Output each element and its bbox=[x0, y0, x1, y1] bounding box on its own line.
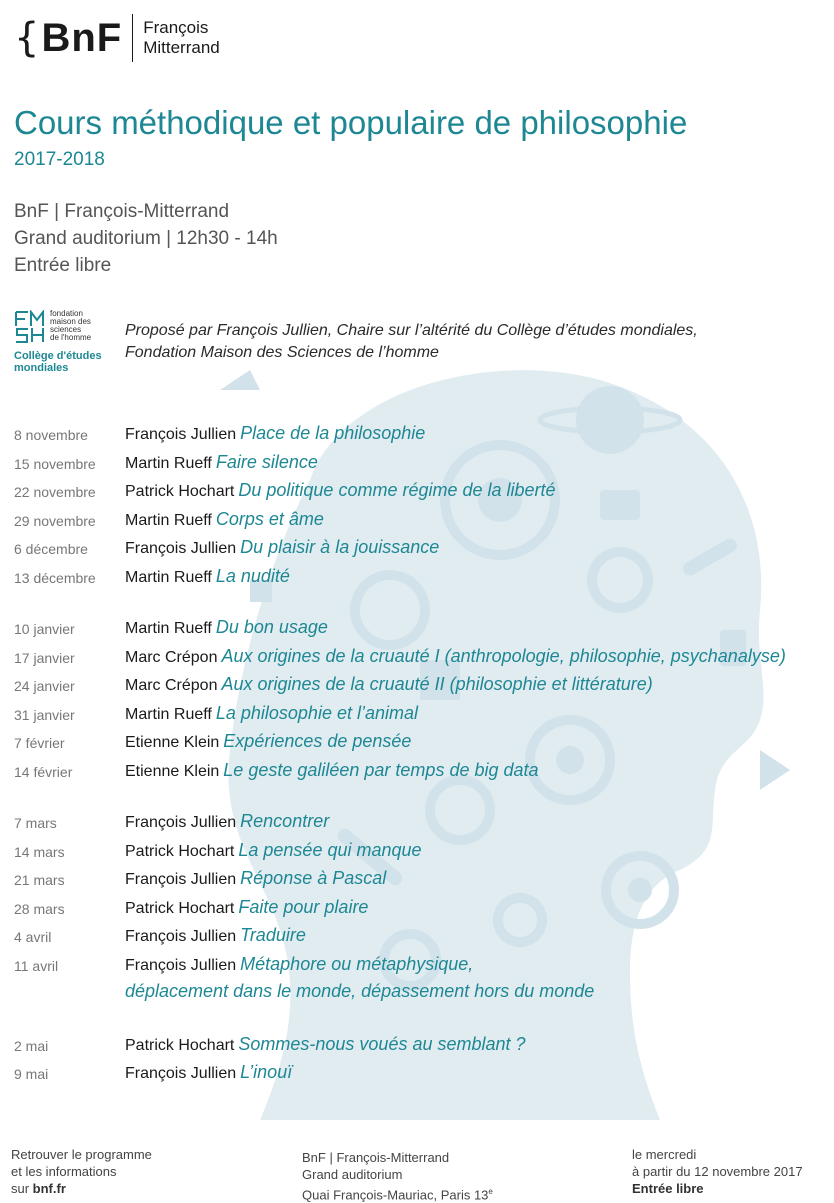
lecture-topic: La pensée qui manque bbox=[238, 839, 422, 860]
footer-address-line3 bbox=[302, 1183, 493, 1203]
lecture-topic: Rencontrer bbox=[240, 811, 330, 831]
fmsh-mark-icon bbox=[14, 310, 46, 344]
lecture-date: 31 janvier bbox=[14, 706, 75, 723]
lecture-date: 9 mai bbox=[14, 1066, 49, 1082]
lecture-topic: Aux origines de la cruauté I (anthropologie, philosophie, psychanalyse) bbox=[221, 645, 786, 666]
schedule-row bbox=[14, 534, 824, 563]
lecture-date: 7 février bbox=[14, 735, 65, 751]
footer-address-street: Quai François-Mauriac, Paris 13 bbox=[302, 1187, 489, 1203]
footer-schedule bbox=[632, 1146, 803, 1197]
lecture-date: 8 novembre bbox=[14, 427, 88, 443]
lecture-speaker: Patrick Hochart bbox=[125, 1036, 235, 1054]
footer-info-line3 bbox=[11, 1180, 152, 1197]
lecture-topic: Faire silence bbox=[215, 451, 318, 472]
lecture-topic-continuation: déplacement dans le monde, dépassement hors du monde bbox=[125, 981, 595, 1001]
schedule-group-autumn bbox=[14, 420, 824, 591]
schedule-row bbox=[14, 614, 824, 643]
fmsh-name-line1: fondation bbox=[50, 309, 83, 318]
fmsh-name-line3: sciences bbox=[50, 325, 82, 334]
lecture-topic: Expériences de pensée bbox=[223, 731, 412, 751]
fmsh-name bbox=[50, 310, 91, 342]
lecture-speaker: François Jullien bbox=[125, 871, 237, 888]
schedule-row-continuation bbox=[14, 979, 824, 1008]
venue-line1: BnF | François-Mitterrand bbox=[14, 201, 230, 222]
schedule-group-winter bbox=[14, 614, 824, 785]
proposed-by-text bbox=[125, 320, 698, 364]
lecture-schedule bbox=[14, 420, 824, 1111]
proposed-line2: Fondation Maison des Sciences de l’homme bbox=[125, 344, 439, 361]
lecture-topic: La philosophie et l’animal bbox=[215, 702, 418, 723]
venue-line2: Grand auditorium | 12h30 - 14h bbox=[14, 228, 278, 249]
lecture-topic: Le geste galiléen par temps de big data bbox=[223, 759, 539, 780]
lecture-date: 6 décembre bbox=[14, 541, 88, 557]
college-name-line2: mondiales bbox=[14, 362, 69, 374]
site-name-line2: Mitterrand bbox=[143, 38, 220, 57]
lecture-speaker: Patrick Hochart bbox=[125, 842, 235, 860]
schedule-group-spring bbox=[14, 808, 824, 1008]
bnf-brace-mark: { bbox=[14, 15, 40, 61]
venue-line3: Entrée libre bbox=[14, 255, 112, 276]
lecture-topic: Du bon usage bbox=[215, 617, 328, 637]
schedule-row bbox=[14, 922, 824, 951]
footer-schedule-line3 bbox=[632, 1180, 803, 1197]
lecture-date: 14 février bbox=[14, 763, 73, 780]
schedule-row bbox=[14, 563, 824, 592]
lecture-speaker: Martin Rueff bbox=[125, 454, 212, 472]
footer-info-line1: Retrouver le programme bbox=[11, 1147, 152, 1162]
lecture-topic: La nudité bbox=[215, 565, 290, 586]
lecture-topic: Du plaisir à la jouissance bbox=[240, 537, 440, 557]
lecture-speaker: François Jullien bbox=[125, 814, 237, 831]
schedule-row bbox=[14, 1059, 824, 1088]
footer-schedule-line2: à partir du 12 novembre 2017 bbox=[632, 1164, 803, 1179]
lecture-topic: Réponse à Pascal bbox=[240, 868, 387, 888]
footer-info-prefix: sur bbox=[11, 1181, 33, 1196]
lecture-date: 15 novembre bbox=[14, 455, 96, 472]
proposed-line1: Proposé par François Jullien, Chaire sur l’altérité du Collège d’études mondiales, bbox=[125, 322, 698, 339]
schedule-row bbox=[14, 643, 824, 672]
lecture-speaker: Patrick Hochart bbox=[125, 483, 235, 500]
lecture-topic: Faite pour plaire bbox=[238, 896, 369, 917]
lecture-speaker: Martin Rueff bbox=[125, 705, 212, 723]
lecture-speaker: Marc Crépon bbox=[125, 677, 218, 694]
venue-info bbox=[14, 198, 278, 279]
bnf-brand: BnF bbox=[41, 16, 123, 60]
lecture-topic: Aux origines de la cruauté II (philosophie et littérature) bbox=[221, 674, 653, 694]
logo-divider bbox=[132, 14, 133, 62]
lecture-topic: Traduire bbox=[240, 925, 306, 945]
site-name-line1: François bbox=[143, 18, 209, 37]
lecture-topic: Métaphore ou métaphysique, bbox=[240, 953, 474, 974]
schedule-row bbox=[14, 506, 824, 535]
lecture-date: 2 mai bbox=[14, 1037, 49, 1054]
schedule-row bbox=[14, 728, 824, 757]
college-name-line1: Collège d'études bbox=[14, 350, 102, 362]
college-name bbox=[14, 350, 102, 374]
site-name bbox=[143, 18, 220, 58]
schedule-row bbox=[14, 894, 824, 923]
lecture-date: 10 janvier bbox=[14, 621, 75, 637]
fmsh-name-line4: de l'homme bbox=[50, 333, 92, 342]
season-year: 2017-2018 bbox=[14, 149, 105, 170]
lecture-speaker: Martin Rueff bbox=[125, 511, 212, 529]
lecture-speaker: François Jullien bbox=[125, 426, 237, 443]
lecture-speaker: Patrick Hochart bbox=[125, 899, 235, 917]
lecture-date: 22 novembre bbox=[14, 484, 96, 500]
lecture-speaker: François Jullien bbox=[125, 540, 237, 557]
lecture-speaker: Etienne Klein bbox=[125, 762, 220, 780]
lecture-date: 17 janvier bbox=[14, 649, 75, 666]
bnf-logo bbox=[14, 14, 220, 62]
lecture-date: 24 janvier bbox=[14, 678, 75, 694]
lecture-speaker: François Jullien bbox=[125, 956, 237, 974]
schedule-row bbox=[14, 671, 824, 700]
schedule-row bbox=[14, 865, 824, 894]
lecture-date: 14 mars bbox=[14, 843, 65, 860]
footer-address-line2: Grand auditorium bbox=[302, 1167, 403, 1182]
lecture-date: 13 décembre bbox=[14, 569, 96, 586]
page-title: Cours méthodique et populaire de philosophie bbox=[14, 104, 688, 141]
bnf-site-link[interactable]: bnf.fr bbox=[32, 1181, 66, 1196]
footer-info-line2: et les informations bbox=[11, 1164, 117, 1179]
lecture-topic: Sommes-nous voués au semblant ? bbox=[238, 1033, 526, 1054]
footer-schedule-line1: le mercredi bbox=[632, 1147, 697, 1162]
lecture-speaker: François Jullien bbox=[125, 928, 237, 945]
footer-address bbox=[302, 1149, 493, 1203]
lecture-date: 28 mars bbox=[14, 900, 65, 917]
schedule-group-may bbox=[14, 1031, 824, 1088]
schedule-row bbox=[14, 420, 824, 449]
schedule-row bbox=[14, 757, 824, 786]
schedule-row bbox=[14, 449, 824, 478]
lecture-speaker: Marc Crépon bbox=[125, 648, 218, 666]
schedule-row bbox=[14, 1031, 824, 1060]
lecture-date: 7 mars bbox=[14, 815, 57, 831]
footer-address-line1: BnF | François-Mitterrand bbox=[302, 1150, 450, 1165]
lecture-topic: L’inouï bbox=[240, 1062, 293, 1082]
lecture-speaker: Etienne Klein bbox=[125, 734, 220, 751]
schedule-row bbox=[14, 951, 824, 980]
footer-info bbox=[11, 1146, 152, 1197]
schedule-row bbox=[14, 808, 824, 837]
footer-free-entry: Entrée libre bbox=[632, 1181, 704, 1196]
lecture-topic: Corps et âme bbox=[215, 508, 324, 529]
footer-address-sup: e bbox=[488, 1187, 493, 1196]
schedule-row bbox=[14, 700, 824, 729]
schedule-row bbox=[14, 837, 824, 866]
lecture-date: 4 avril bbox=[14, 929, 52, 945]
lecture-topic: Du politique comme régime de la liberté bbox=[238, 480, 556, 500]
schedule-row bbox=[14, 477, 824, 506]
lecture-speaker: Martin Rueff bbox=[125, 568, 212, 586]
lecture-speaker: Martin Rueff bbox=[125, 620, 212, 637]
lecture-date: 29 novembre bbox=[14, 512, 96, 529]
lecture-date: 21 mars bbox=[14, 872, 65, 888]
fmsh-name-line2: maison des bbox=[50, 317, 91, 326]
lecture-speaker: François Jullien bbox=[125, 1065, 237, 1082]
lecture-date: 11 avril bbox=[14, 957, 59, 974]
lecture-topic: Place de la philosophie bbox=[240, 423, 426, 443]
